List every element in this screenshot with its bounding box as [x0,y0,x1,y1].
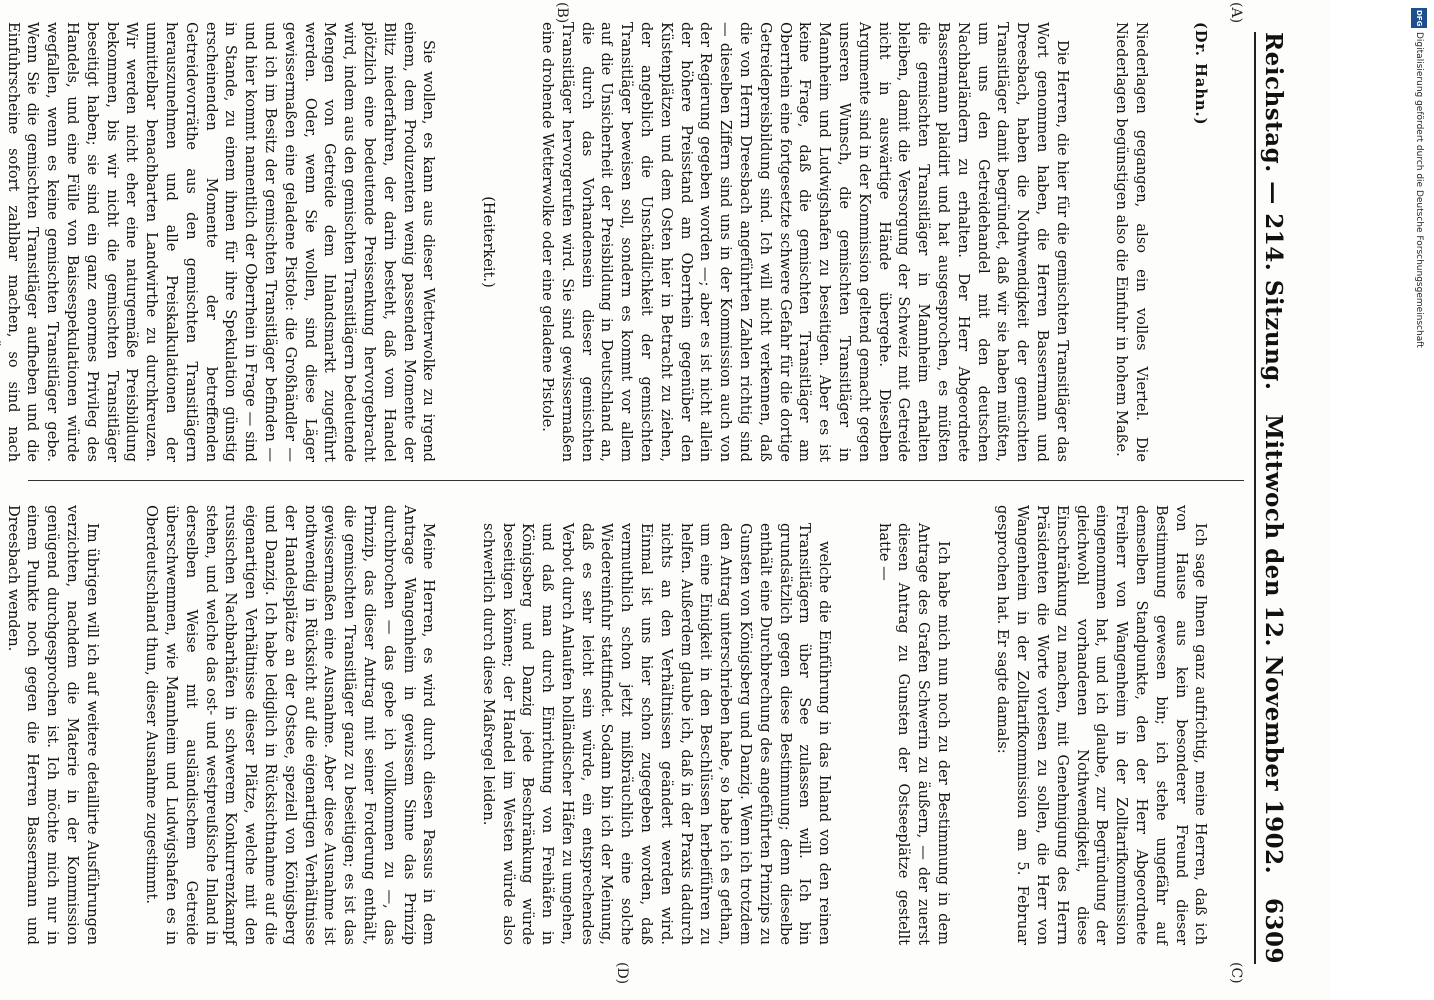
paragraph: Sie wollen, es kann aus dieser Wetterwolke zu irgend einem, dem Produzenten wenig passenden Momente der Blitz niederfahren, der darin besteht, daß vom Handel plötzlich eine bedeutende Preissenkung hervorgebracht wird, indem aus den gemischten Transitlägern bedeutende Mengen von Getreide dem Inlandsmarkt zugeführt werden. Oder, wenn Sie wollen, sind diese Läger gewissermaßen eine geladene Pistole: die Großhändler — und ich im Besitz der gemischten Transitläger befinden — und hier kommt namentlich der Oberrhein in Frage — sind in Stande, zu einem ihnen für ihre Spekulation günstig erscheinenden Momente der betreffenden Getreidevorräthe aus den gemischten Transitlägern herauszunehmen und alle Preiskalkulationen der unmittelbar benachbarten Landwirthe zu durchkreuzen. Wir werden nicht eher eine naturgemäße Preisbildung bekommen, bis wir nicht die gemischten Transitläger beseitigt haben; sie sind ein ganz enormes Privileg des Handels, und eine Fülle von Baissespekulationen würde wegfallen, wenn es keine gemischten Transitläger gebe. Wenn Sie die gemischten Transitläger aufheben und die Einfuhrscheine sofort zahlbar machen, so sind nach [4,22,438,462]
dfg-logo: DFG [1411,8,1427,28]
margin-marker-b: (B) [554,2,570,24]
funding-text: Digitalisierung gefördert durch die Deutsche Forschungsgemeinschaft [1414,32,1424,348]
interjection: (Heiterkeit.) [479,196,497,288]
margin-marker-a: (A) [1228,2,1244,24]
header-left: Reichstag. — 214. Sitzung. [1260,32,1287,391]
paragraph: Im übrigen will ich auf weitere detaillirte Ausführungen verzichten, nachdem die Materie in der Kommission genügend durchgesprochen ist. Ich möchte mich nur in einem Punkte noch gegen die Herren Bassermann und Dreesbach wenden. [4,505,101,950]
column-divider [28,480,1244,481]
funding-notice [1410,8,1428,998]
quotation: welche die Einführung in das Inland von den reinen Transitlägern über See zulassen will. Ich bin grundsätzlich gegen diese Bestimmung; denn dieselbe enthält eine Durchbrechung des angeführten Prinzips zu Gunsten von Königsberg und Danzig. Wenn ich trotzdem den Antrag unterschrieben habe, so habe ich es gethan, um eine Einigkeit in den Beschlüssen herbeiführen zu helfen. Außerdem glaube ich, daß in der Praxis dadurch nichts an den Verhältnissen geändert werden wird. Einmal ist uns hier schon zugegeben worden, daß vermuthlich schon jetzt mißbräuchlich eine solche Wiedereinfuhr stattfindet. Sodann bin ich der Meinung, daß es sehr leicht sein würde, ein entsprechendes Verbot durch Anlaufen holländischer Häfen zu umgehen, und daß man durch Einrichtung von Freihäfen in Königsberg und Danzig jede Beschränkung würde beseitigen können; der Handel im Westen würde also schwerlich durch diese Maßregel leiden. [479,523,834,950]
page-header [1254,32,1308,964]
speaker-label: (Dr. Hahn.) [1192,22,1210,126]
left-column [0,22,1250,467]
page-number: 6309 [1260,897,1287,964]
right-column [0,505,1250,950]
paragraph: Die Herren, die hier für die gemischten Transitläger das Wort genommen haben, die Herren Bassermann und Dreesbach, haben die Nothwendigkeit der gemischten Transitläger damit begründet, daß wir sie haben müßten, um uns den Getreidehandel mit den deutschen Nachbarländern zu erhalten. Der Herr Abgeordnete Bassermann plaidirt und hat ausgesprochen, es müßten die gemischten Transitläger in Mannheim erhalten bleiben, damit die Versorgung der Schweiz mit Getreide nicht in auswärtige Hände übergehe. Dieselben Argumente sind in der Kommission geltend gemacht gegen unseren Wunsch, die gemischten Transitläger in Mannheim und Ludwigshafen zu beseitigen. Aber es ist keine Frage, daß die gemischten Transitläger am Oberrhein eine fortgesetzte schwere Gefahr für die dortige Getreidepreisbildung sind. Ich will nicht verkennen, daß die von Herrn Dreesbach angeführten Zahlen richtig sind — dieselben Ziffern sind uns in der Kommission auch von der Regierung gegeben worden —; aber es ist nicht allein der höhere Preisstand am Oberrhein gegenüber den Küstenplätzen und dem Osten hier in Betracht zu ziehen, der angeblich die Unschädlichkeit der gemischten Transitläger beweisen soll, sondern es kommt vor allem auf die Unsicherheit der Preisbildung in Deutschland an, die durch das Vorhandensein dieser gemischten Transitläger hervorgerufen wird. Sie sind gewissermaßen eine drohende Wetterwolke oder eine geladene Pistole. [539,22,1071,467]
paragraph: Meine Herren, es wird durch diesen Passus in dem Antrage Wangenheim in gewissem Sinne das Prinzip durchbrochen — das gebe ich vollkommen zu —, das Prinzip, das dieser Antrag mit seiner Forderung enthält, die gemischten Transitläger ganz zu beseitigen; es ist das gewissermaßen eine Ausnahme. Aber diese Ausnahme ist nothwendig in Rücksicht auf die eigenartigen Verhältnisse der Handelsplätze an der Ostsee, speziell von Königsberg und Danzig. Ich habe lediglich in Rücksichtnahme auf die eigenartigen Verhältnisse dieser Plätze, welche mit den russischen Nachbarhäfen in schwerem Konkurrenzkampf stehen, und welche das ost- und westpreußische Inland in derselben Weise mit ausländischem Getreide überschwemmen, wie Mannheim und Ludwigshafen es in Oberdeutschland thun, dieser Ausnahme zugestimmt. [143,505,438,950]
margin-marker-c: (C) [1228,962,1244,984]
quotation: Ich habe mich nun noch zu der Bestimmung in dem Antrage des Grafen Schwerin zu äußern, — der zuerst diesen Antrag zu Gunsten der Ostseeplätze gestellt hatte — [875,523,953,950]
header-date: Mittwoch den 12. November 1902. [1260,414,1287,875]
paragraph: Niederlagen gegangen, also ein volles Viertel. Die Niederlagen begünstigen also die Einfuhr in hohem Maße. [1113,22,1151,467]
margin-marker-d: (D) [614,962,630,985]
paragraph: Ich sage Ihnen ganz aufrichtig, meine Herren, daß ich von Hause aus kein besonderer Freund dieser Bestimmung gewesen bin; ich stehe ungefähr auf demselben Standpunkte, den der Herr Abgeordnete Freiherr von Wangenheim in der Zolltarifkommission eingenommen hat, und ich glaube, zur Begründung der gleichwohl vorhandenen Nothwendigkeit, diese Einschränkung zu machen, mit Genehmigung des Herrn Präsidenten die Worte vorlesen zu sollen, die Herr von Wangenheim in der Zolltarifkommission am 5. Februar gesprochen hat. Er sagte damals: [994,505,1210,950]
